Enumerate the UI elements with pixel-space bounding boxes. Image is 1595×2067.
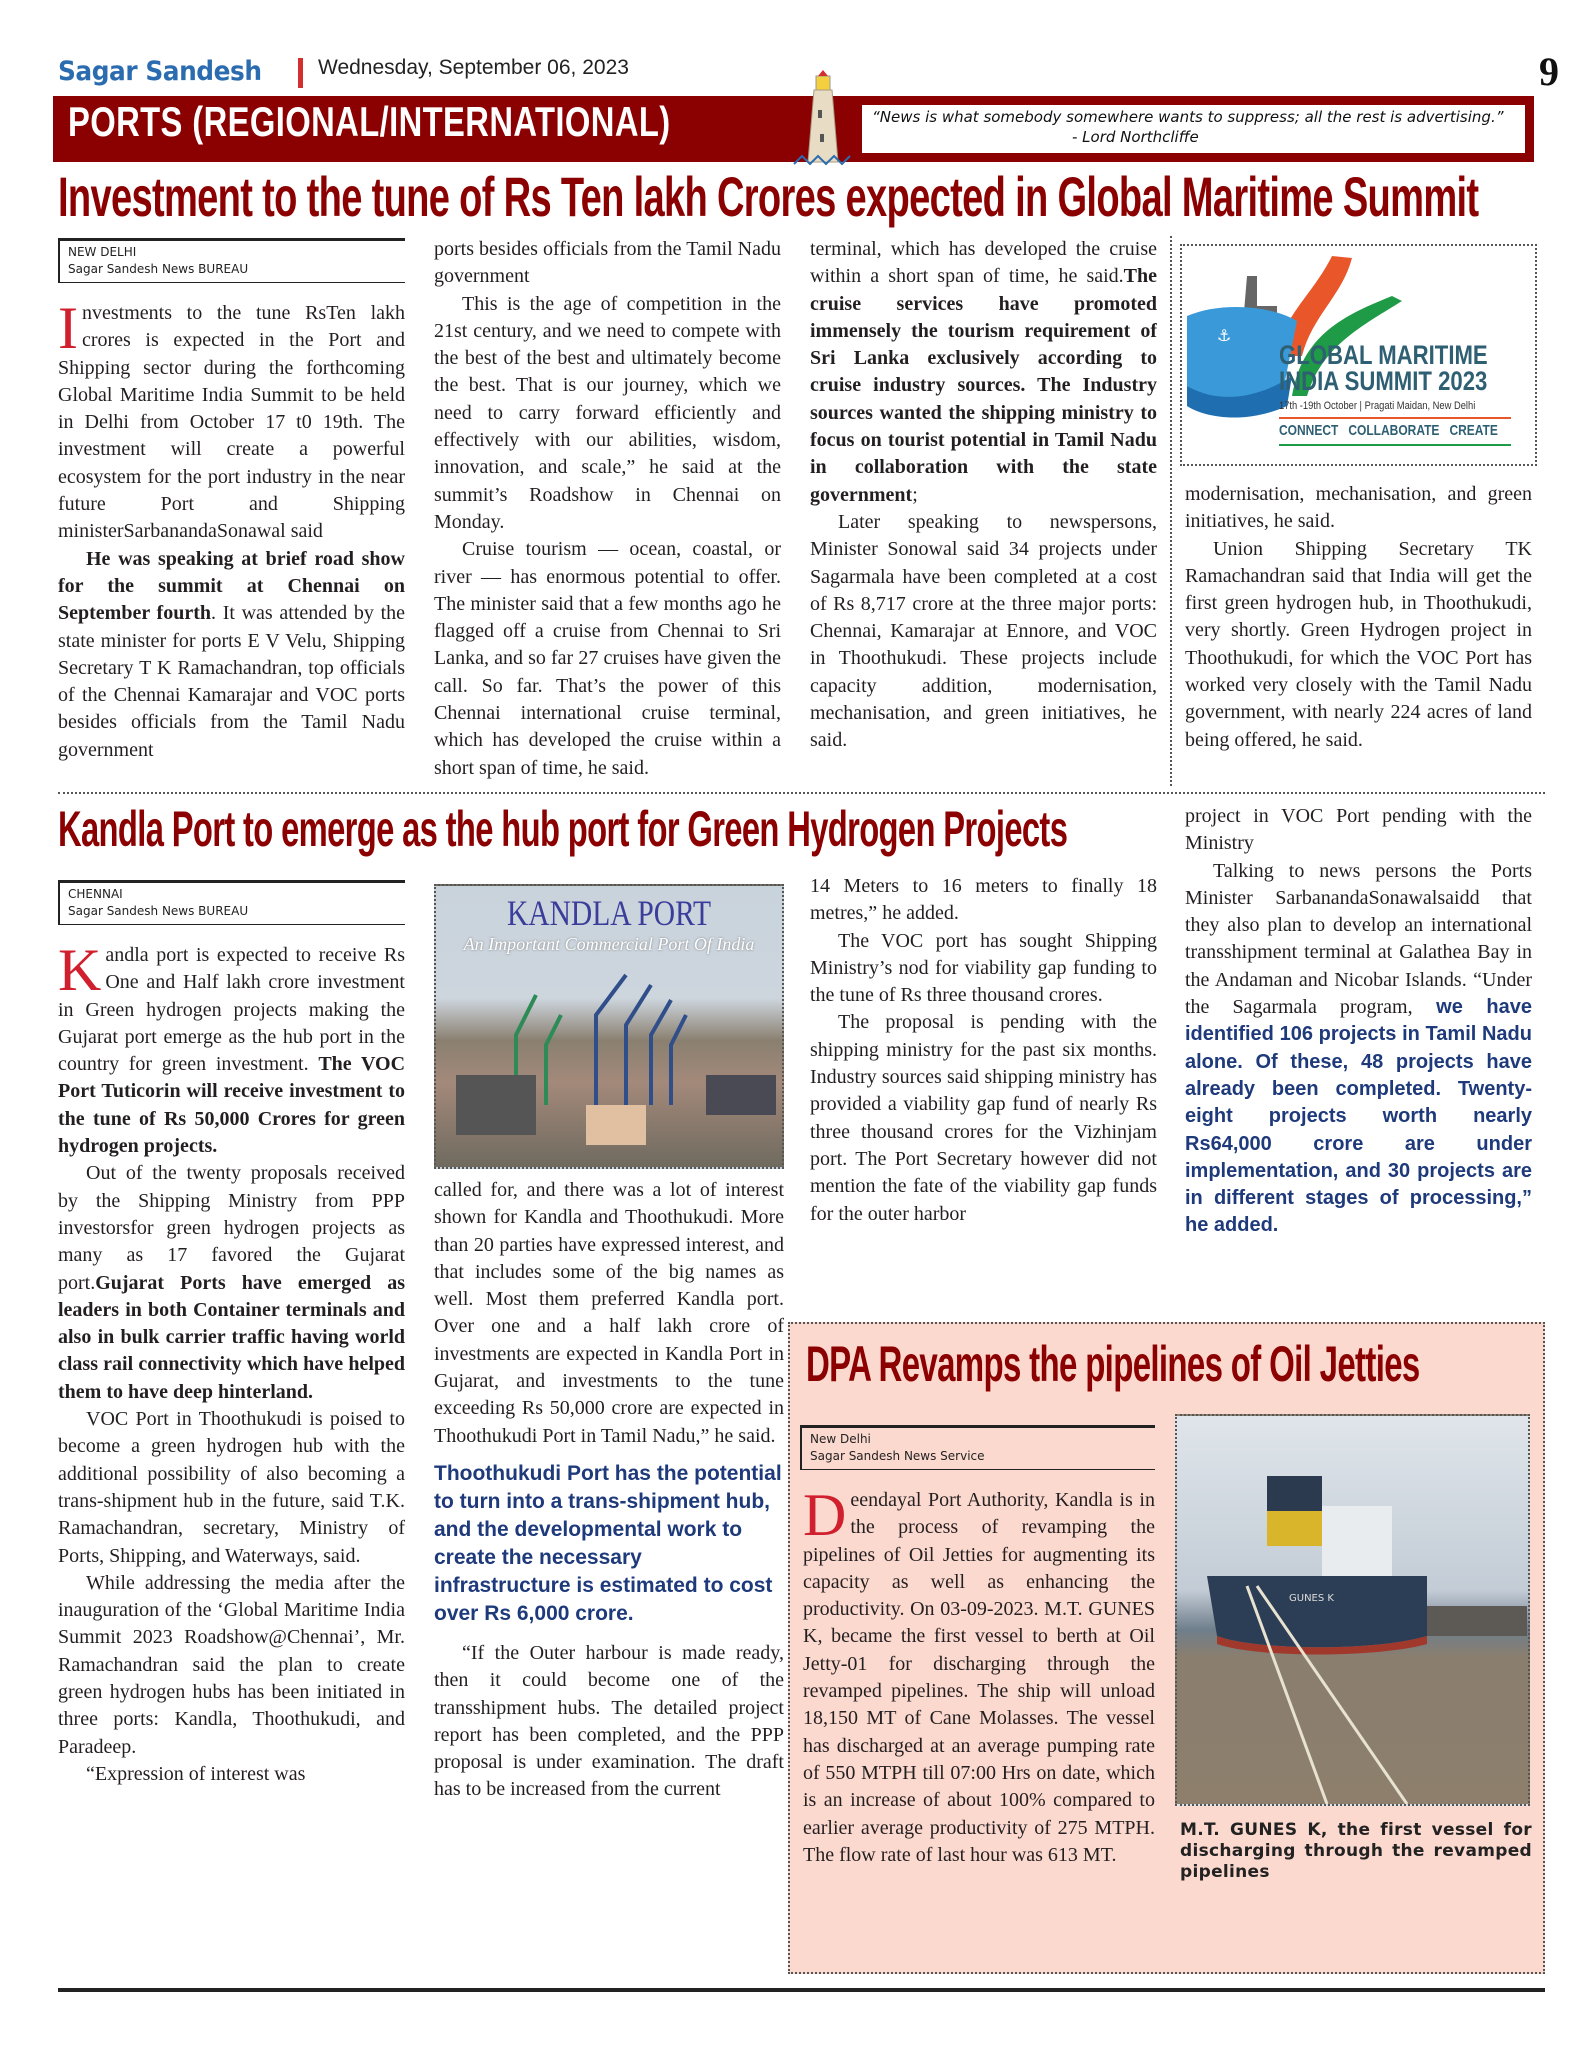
article2-column-1: Kandla port is expected to receive Rs One and Half lakh crore investment in Green hydrogen projects making the Gujarat port emerge as the hub port in the country for green investment. The VOC Port Tuticorin will receive investment to the tune of Rs 50,000 Crores for green hydrogen projects. Out of the twenty proposals received by the Shipping Ministry from PPP investorsfor green hydrogen projects as many as 17 favored the Gujarat port.Gujarat Ports have emerged as leaders in both Container terminals and also in bulk carrier traffic having world class rail connectivity which have helped them to have deep hinterland. VOC Port in Thoothukudi is poised to become a green hydrogen hub with the additional possibility of also becoming a trans-shipment hub in the future, said T.K. Ramachandran, secretary, Ministry of Ports, Shipping, and Waterways, said. While addressing the media after the inauguration of the ‘Global Maritime India Summit 2023 Roadshow@Chennai’, Mr. Ramachandran said the plan to create green hydrogen hubs has been initiated in three ports: Kandla, Thoothukudi, and Paradeep. “Expression of interest was bbox=[58, 942, 405, 1785]
bold-text: Gujarat Ports have emerged as leaders in both Container terminals and also in bulk carrier traffic having world class rail connectivity which have helped them to have deep hinterland. bbox=[58, 1271, 405, 1403]
article2-column-3: 14 Meters to 16 meters to finally 18 metres,” he added. The VOC port has sought Shipping Ministry’s nod for viability gap funding to the tune of Rs three thousand crores. The proposal is pending with the shipping ministry for the past six months. Industry sources said shipping ministry has provided a viability gap fund of nearly Rs three thousand crores for the Vizhinjam port. The Port Secretary however did not mention the fate of the viability gap funds for the outer harbor bbox=[810, 875, 1157, 1225]
quote-text: “News is what somebody somewhere wants to suppress; all the rest is advertising.” bbox=[872, 108, 1504, 126]
paragraph: This is the age of competition in the 21st century, and we need to compete with the best of the best and ultimately become the best. That is our journey, which we need to carry forward efficiently and effectively with our abilities, wisdom, innovation, and scale,” he said at the summit’s Roadshow in Chennai on Monday. bbox=[434, 292, 781, 533]
kandla-port-image bbox=[434, 884, 784, 1169]
logo-details: 17th -19th October | Pragati Maidan, New Delhi bbox=[1279, 400, 1476, 412]
image-title: KANDLA PORT bbox=[506, 893, 712, 933]
byline-agency: Sagar Sandesh News BUREAU bbox=[68, 904, 249, 918]
article3-headline: DPA Revamps the pipelines of Oil Jetties bbox=[806, 1336, 1420, 1392]
article2-column-2: called for, and there was a lot of interest shown for Kandla and Thoothukudi. More than 20 parties have expressed interest, and that includes some of the big names as well. Most them preferred Kandla port. Over one and a half lakh crore of investments are expected in Kandla Port in Gujarat, and investments to the tune exceeding Rs 50,000 crore are expected in Thoothukudi Port in Tamil Nadu,” he said. Thoothukudi Port has the potential to turn into a trans-shipment hub, and the developmental work to create the necessary infrastructure is estimated to cost over Rs 6,000 crore. “If the Outer harbour is made ready, then it could become one of the transshipment hubs. The detailed project report has been completed, and the PPP proposal is under examination. The draft has to be increased from the current bbox=[434, 1179, 784, 1801]
masthead-quote bbox=[860, 103, 1527, 155]
article1-column-1 bbox=[58, 300, 405, 788]
brand-separator bbox=[298, 58, 303, 88]
lighthouse-icon bbox=[790, 70, 860, 170]
logo-title-line1: GLOBAL MARITIME bbox=[1279, 340, 1488, 370]
paragraph: andla port is expected to receive Rs One and Half lakh crore investment in Green hydrogen projects making the Gujarat port emerge as the hub port in the country for green investment. bbox=[58, 944, 405, 1076]
article2-byline bbox=[58, 880, 405, 925]
article-separator bbox=[58, 792, 1545, 794]
logo-title-line2: INDIA SUMMIT 2023 bbox=[1279, 366, 1488, 396]
svg-text:⚓: ⚓ bbox=[1217, 326, 1232, 345]
dropcap: D bbox=[803, 1487, 847, 1548]
paragraph: Cruise tourism — ocean, coastal, or river — has enormous potential to offer. The minister said that a few months ago he flagged off a cruise from Chennai to Sri Lanka, and so far 27 cruises have given the call. So far. That’s the power of this Chennai international cruise terminal, which has developed the cruise within a short span of time, he said. bbox=[434, 538, 781, 779]
article3-byline bbox=[800, 1425, 1155, 1470]
bold-text: The VOC Port Tuticorin will receive investment to the tune of Rs 50,000 Crores for green hydrogen projects. bbox=[58, 1053, 405, 1158]
brand-logo: Sagar Sandesh bbox=[58, 56, 262, 87]
ship-name-label: GUNES K bbox=[1289, 1593, 1334, 1604]
article1-headline: Investment to the tune of Rs Ten lakh Crores expected in Global Maritime Summit bbox=[58, 165, 1479, 228]
byline-agency: Sagar Sandesh News BUREAU bbox=[68, 262, 249, 276]
page-number: 9 bbox=[1539, 49, 1559, 94]
pull-quote: Thoothukudi Port has the potential to turn into a trans-shipment hub, and the developmental work to create the necessary infrastructure is estimated to cost over Rs 6,000 crore. bbox=[434, 1461, 782, 1625]
paragraph: VOC Port in Thoothukudi is poised to become a green hydrogen hub with the additional possibility of also becoming a trans-shipment hub in the future, said T.K. Ramachandran, secretary, Ministry of Ports, Shipping, and Waterways, said. bbox=[58, 1408, 405, 1567]
section-title: PORTS (REGIONAL/INTERNATIONAL) bbox=[68, 98, 671, 145]
byline-dateline: CHENNAI bbox=[68, 887, 123, 901]
byline-dateline: New Delhi bbox=[810, 1432, 871, 1446]
paragraph: nvestments to the tune RsTen lakh crores is expected in the Port and Shipping sector during the forthcoming Global Maritime India Summit to be held in Delhi from October 17 t0 19th. The investment will create a powerful ecosystem for the port industry in the near future Port and Shipping ministerSarbanandaSonawal said bbox=[58, 302, 405, 543]
paragraph: Talking to news persons the Ports Minister SarbanandaSonawalsaidd that they also plan to develop an international transshipment terminal at Galathea Bay in the Andaman and Nicobar Islands. “Under the Sagarmala program, bbox=[1185, 859, 1532, 1019]
article2-headline: Kandla Port to emerge as the hub port for Green Hydrogen Projects bbox=[58, 801, 1068, 857]
dropcap: K bbox=[58, 942, 102, 1003]
photo-caption: M.T. GUNES K, the first vessel for discharging through the revamped pipelines bbox=[1180, 1820, 1532, 1882]
article1-column-2: ports besides officials from the Tamil Nadu government This is the age of competition in the 21st century, and we need to compete with the best of the best and ultimately become the best. That is our journey, which we need to carry forward efficiently and effectively with our abilities, wisdom, innovation, and scale,” he said at the summit’s Roadshow in Chennai on Monday. Cruise tourism — ocean, coastal, or river — has enormous potential to offer. The minister said that a few months ago he flagged off a cruise from Chennai to Sri Lanka, and so far 27 cruises have given the call. So far. That’s the power of this Chennai international cruise terminal, which has developed the cruise within a short span of time, he said. bbox=[434, 236, 781, 788]
paragraph: Union Shipping Secretary TK Ramachandran said that India will get the first green hydrogen hub, in Thoothukudi, very shortly. Green Hydrogen project in Thoothukudi, for which the VOC Port has worked very closely with the Tamil Nadu government, with nearly 224 acres of land being offered, he said. bbox=[1185, 537, 1532, 751]
paragraph: Later speaking to newspersons, Minister Sonowal said 34 projects under Sagarmala have been completed at a cost of Rs 8,717 crore at the three major ports: Chennai, Kamarajar at Ennore, and VOC in Thoothukudi. These projects include capacity addition, modernisation, mechanisation, and green initiatives, he said. bbox=[810, 510, 1157, 752]
article1-column-3: terminal, which has developed the cruise within a short span of time, he said.The cruise services have promoted immensely the tourism requirement of Sri Lanka exclusively according to cruise industry sources. The Industry sources wanted the shipping ministry to focus on tourist potential in Tamil Nadu in collaboration with the state government; Later speaking to newspersons, Minister Sonowal said 34 projects under Sagarmala have been completed at a cost of Rs 8,717 crore at the three major ports: Chennai, Kamarajar at Ennore, and VOC in Thoothukudi. These projects include capacity addition, modernisation, mechanisation, and green initiatives, he said. bbox=[810, 236, 1157, 788]
article2-column-4: project in VOC Port pending with the Ministry Talking to news persons the Ports Minister SarbanandaSonawalsaidd that they also plan to develop an international transshipment terminal at Galathea Bay in the Andaman and Nicobar Islands. “Under the Sagarmala program, we have identified 106 projects in Tamil Nadu alone. Of these, 48 projects have already been completed. Twenty-eight projects worth nearly Rs64,000 crore are under implementation, and 30 projects are in different stages of processing,” he added. bbox=[1185, 805, 1532, 1237]
cranes-illustration-icon bbox=[436, 955, 784, 1155]
paragraph: Out of the twenty proposals received by the Shipping Ministry from PPP investorsfor green hydrogen projects as many as 17 favored the Gujarat port. bbox=[58, 1162, 405, 1294]
paragraph: While addressing the media after the inauguration of the ‘Global Maritime India Summit 2023 Roadshow@Chennai’, Mr. Ramachandran said the plan to create green hydrogen hubs has been initiated in three ports: Kandla, Thoothukudi, and Paradeep. bbox=[58, 1571, 405, 1758]
image-subtitle: An Important Commercial Port Of India bbox=[463, 934, 755, 954]
bold-text: The cruise services have promoted immensely the tourism requirement of Sri Lanka exclusively according to cruise industry sources. The Industry sources wanted the shipping ministry to focus on tourist potential in Tamil Nadu in collaboration with the state government bbox=[810, 265, 1157, 506]
logo-saffron-rule bbox=[1279, 417, 1511, 419]
byline-agency: Sagar Sandesh News Service bbox=[810, 1449, 985, 1463]
paragraph: . It was attended by the state minister for ports E V Velu, Shipping Secretary T K Ramachandran, top officials of the Chennai Kamarajar and VOC ports besides officials from the Tamil Nadu government bbox=[58, 602, 405, 761]
vessel-photo bbox=[1175, 1414, 1530, 1806]
logo-green-rule bbox=[1279, 444, 1511, 446]
gmis-logo-image bbox=[1180, 244, 1537, 466]
paragraph: The VOC port has sought Shipping Ministry’s nod for viability gap funding to the tune of Rs three thousand crores. bbox=[810, 929, 1157, 1007]
paragraph: eendayal Port Authority, Kandla is in the process of revamping the pipelines of Oil Jetties for augmenting its capacity as well as enhancing the productivity. On 03-09-2023. M.T. GUNES K, became the first vessel to berth at Oil Jetty-01 for discharging through the revamped pipelines. The ship will unload 18,150 MT of Cane Molasses. The vessel has discharged at an average pumping rate of 550 MTPH till 07:00 Hrs on date, which is an increase of about 100% compared to earlier average productivity of 275 MTPH. The flow rate of last hour was 613 MT. bbox=[803, 1489, 1155, 1866]
punctuation: ; bbox=[912, 483, 918, 506]
byline-dateline: NEW DELHI bbox=[68, 245, 137, 259]
tanker-ship-illustration-icon bbox=[1177, 1416, 1528, 1804]
article1-byline bbox=[58, 238, 405, 283]
bold-text: He was speaking at brief road show for the summit at Chennai on September fourth bbox=[58, 547, 405, 625]
quote-author: - Lord Northcliffe bbox=[1072, 128, 1199, 146]
article1-column-4: modernisation, mechanisation, and green initiatives, he said. Union Shipping Secretary TK Ramachandran said that India will get the first green hydrogen hub, in Thoothukudi, very shortly. Green Hydrogen project in Thoothukudi, for which the VOC Port has worked very closely with the Tamil Nadu government, with nearly 224 acres of land being offered, he said. bbox=[1185, 481, 1532, 787]
logo-tagline: CONNECT COLLABORATE CREATE bbox=[1279, 422, 1498, 439]
column-divider bbox=[1170, 236, 1172, 786]
dropcap: I bbox=[58, 300, 78, 361]
highlight-quote: we have identified 106 projects in Tamil Nadu alone. Of these, 48 projects have already been completed. Twenty-eight projects worth nearly Rs64,000 crore are under implementation, and 30 projects are in different stages of processing,” he added. bbox=[1185, 996, 1532, 1237]
issue-date: Wednesday, September 06, 2023 bbox=[318, 56, 629, 79]
article3-column-1 bbox=[803, 1487, 1155, 1967]
page-footer-rule bbox=[58, 1988, 1545, 1992]
